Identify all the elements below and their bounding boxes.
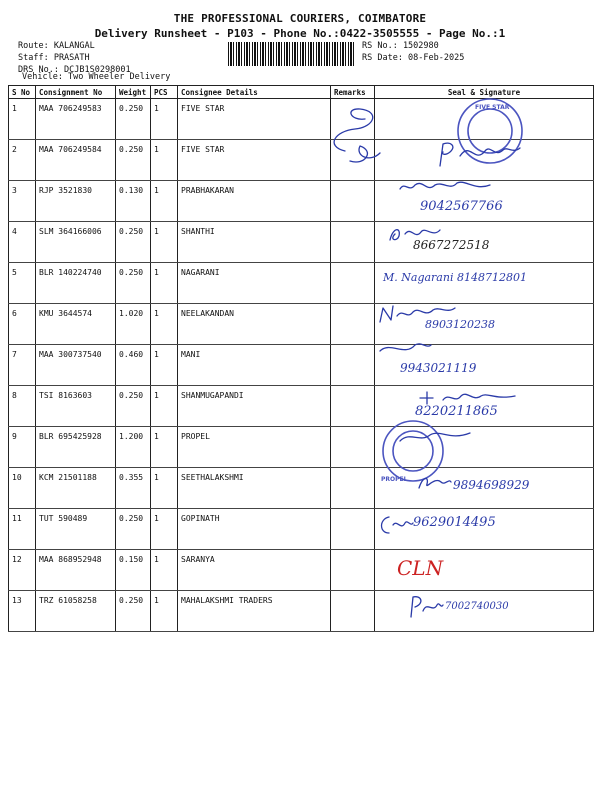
table-row — [9, 591, 594, 632]
route: Route: KALANGAL — [18, 41, 95, 51]
sno: 10 — [9, 468, 36, 509]
consignee: SEETHALAKSHMI — [178, 468, 331, 509]
sno: 11 — [9, 509, 36, 550]
pcs: 1 — [151, 345, 178, 386]
pcs: 1 — [151, 99, 178, 140]
sno: 7 — [9, 345, 36, 386]
seal-signature — [375, 509, 594, 550]
consignment-no: KCM 21501188 — [36, 468, 116, 509]
consignment-no: RJP 3521830 — [36, 181, 116, 222]
sno: 3 — [9, 181, 36, 222]
seal-signature — [375, 427, 594, 483]
weight: 0.130 — [116, 181, 151, 222]
pcs: 1 — [151, 263, 178, 304]
sno: 5 — [9, 263, 36, 304]
table-row — [9, 304, 594, 345]
weight: 0.250 — [116, 99, 151, 140]
remarks — [331, 345, 375, 386]
weight: 0.250 — [116, 263, 151, 304]
pcs: 1 — [151, 222, 178, 263]
svg-text:PROPEL: PROPEL — [381, 476, 408, 483]
pcs: 1 — [151, 140, 178, 181]
header-left — [18, 40, 131, 76]
remarks — [331, 468, 375, 509]
rs-number: RS No.: 1502980 — [362, 41, 439, 51]
handwritten-phone: 9629014495 — [413, 515, 496, 530]
weight: 0.250 — [116, 509, 151, 550]
weight: 0.355 — [116, 468, 151, 509]
table-row — [9, 509, 594, 550]
table-row — [9, 427, 594, 468]
sno: 1 — [9, 99, 36, 140]
company-title: THE PROFESSIONAL COURIERS, COIMBATORE — [173, 12, 427, 25]
weight: 0.150 — [116, 550, 151, 591]
col-remarks: Remarks — [331, 86, 375, 99]
consignment-no: KMU 3644574 — [36, 304, 116, 345]
seal-signature — [375, 468, 594, 509]
pcs: 1 — [151, 181, 178, 222]
seal-signature — [375, 345, 594, 386]
consignee: FIVE STAR — [178, 99, 331, 140]
sno: 13 — [9, 591, 36, 632]
handwritten-signature — [375, 339, 435, 359]
consignment-no: MAA 300737540 — [36, 345, 116, 386]
weight: 1.200 — [116, 427, 151, 468]
pcs: 1 — [151, 304, 178, 345]
consignee: SHANMUGAPANDI — [178, 386, 331, 427]
seal-signature — [375, 181, 594, 222]
handwritten-note: M. Nagarani 8148712801 — [383, 271, 527, 284]
consignment-no: TSI 8163603 — [36, 386, 116, 427]
table-row — [9, 468, 594, 509]
handwritten-phone: 8903120238 — [425, 318, 495, 331]
consignee: NEELAKANDAN — [178, 304, 331, 345]
handwritten-signature — [415, 472, 455, 492]
consignment-no: TUT 590489 — [36, 509, 116, 550]
consignee: PRABHAKARAN — [178, 181, 331, 222]
col-pcs: PCS — [151, 86, 178, 99]
handwritten-phone: 8667272518 — [413, 238, 490, 252]
handwritten-phone: 9943021119 — [400, 361, 477, 375]
consignee: SHANTHI — [178, 222, 331, 263]
consignment-no: MAA 706249583 — [36, 99, 116, 140]
consignee: NAGARANI — [178, 263, 331, 304]
table-row — [9, 99, 594, 140]
handwritten-phone: 9042567766 — [420, 199, 503, 214]
seal-signature — [375, 99, 594, 140]
consignment-no: MAA 868952948 — [36, 550, 116, 591]
table-row — [9, 181, 594, 222]
sno: 9 — [9, 427, 36, 468]
pcs: 1 — [151, 386, 178, 427]
handwritten-signature — [395, 427, 475, 447]
remarks — [331, 304, 375, 345]
weight: 0.250 — [116, 386, 151, 427]
seal-signature — [375, 263, 594, 304]
handwritten-phone: 8220211865 — [415, 404, 498, 419]
remarks — [331, 386, 375, 427]
consignee: PROPEL — [178, 427, 331, 468]
rs-date: RS Date: 08-Feb-2025 — [362, 53, 465, 63]
consignment-no: MAA 706249584 — [36, 140, 116, 181]
sno: 2 — [9, 140, 36, 181]
col-consignment: Consignment No — [36, 86, 116, 99]
consignee: GOPINATH — [178, 509, 331, 550]
sno: 12 — [9, 550, 36, 591]
weight: 0.250 — [116, 591, 151, 632]
table-row — [9, 263, 594, 304]
svg-text:FIVE STAR: FIVE STAR — [475, 104, 510, 111]
remarks — [331, 509, 375, 550]
consignment-no: SLM 364166006 — [36, 222, 116, 263]
pcs: 1 — [151, 550, 178, 591]
vehicle: Vehicle: Two Wheeler Delivery — [22, 72, 171, 82]
drs-number: DRS No.: DCJB1S0298001 — [18, 65, 131, 75]
runsheet-title: Delivery Runsheet - P103 - Phone No.:0422-3505555 - Page No.:1 — [94, 27, 506, 40]
consignee: SARANYA — [178, 550, 331, 591]
remarks — [331, 550, 375, 591]
table-row — [9, 345, 594, 386]
consignment-no: BLR 140224740 — [36, 263, 116, 304]
table-row — [9, 550, 594, 591]
weight: 1.020 — [116, 304, 151, 345]
remarks — [331, 222, 375, 263]
table-row — [9, 222, 594, 263]
sno: 6 — [9, 304, 36, 345]
consignee: FIVE STAR — [178, 140, 331, 181]
consignee: MAHALAKSHMI TRADERS — [178, 591, 331, 632]
handwritten-phone: 7002740030 — [445, 601, 509, 612]
seal-signature — [375, 591, 594, 632]
sno: 4 — [9, 222, 36, 263]
pcs: 1 — [151, 509, 178, 550]
seal-signature — [375, 550, 594, 591]
table-row — [9, 386, 594, 427]
col-weight: Weight — [116, 86, 151, 99]
sno: 8 — [9, 386, 36, 427]
remarks — [331, 427, 375, 468]
handwritten-signature — [395, 177, 515, 197]
barcode — [228, 42, 356, 66]
pcs: 1 — [151, 468, 178, 509]
handwritten-mark: CLN — [397, 556, 444, 580]
col-signature: Seal & Signature — [375, 86, 594, 99]
pcs: 1 — [151, 427, 178, 468]
consignment-no: TRZ 61058258 — [36, 591, 116, 632]
table-row — [9, 140, 594, 181]
weight: 0.250 — [116, 140, 151, 181]
staff: Staff: PRASATH — [18, 53, 90, 63]
handwritten-signature — [435, 136, 535, 176]
handwritten-phone: 9894698929 — [453, 478, 530, 492]
remarks — [331, 591, 375, 632]
handwritten-signature — [375, 513, 415, 537]
weight: 0.460 — [116, 345, 151, 386]
seal-signature — [375, 222, 594, 263]
remarks — [331, 181, 375, 222]
consignment-no: BLR 695425928 — [36, 427, 116, 468]
col-sno: S No — [9, 86, 36, 99]
seal-signature — [375, 140, 594, 181]
weight: 0.250 — [116, 222, 151, 263]
header-right — [362, 40, 464, 64]
col-consignee: Consignee Details — [178, 86, 331, 99]
consignee: MANI — [178, 345, 331, 386]
pcs: 1 — [151, 591, 178, 632]
runsheet-table — [8, 85, 594, 632]
handwritten-signature — [405, 593, 445, 621]
remarks — [331, 263, 375, 304]
